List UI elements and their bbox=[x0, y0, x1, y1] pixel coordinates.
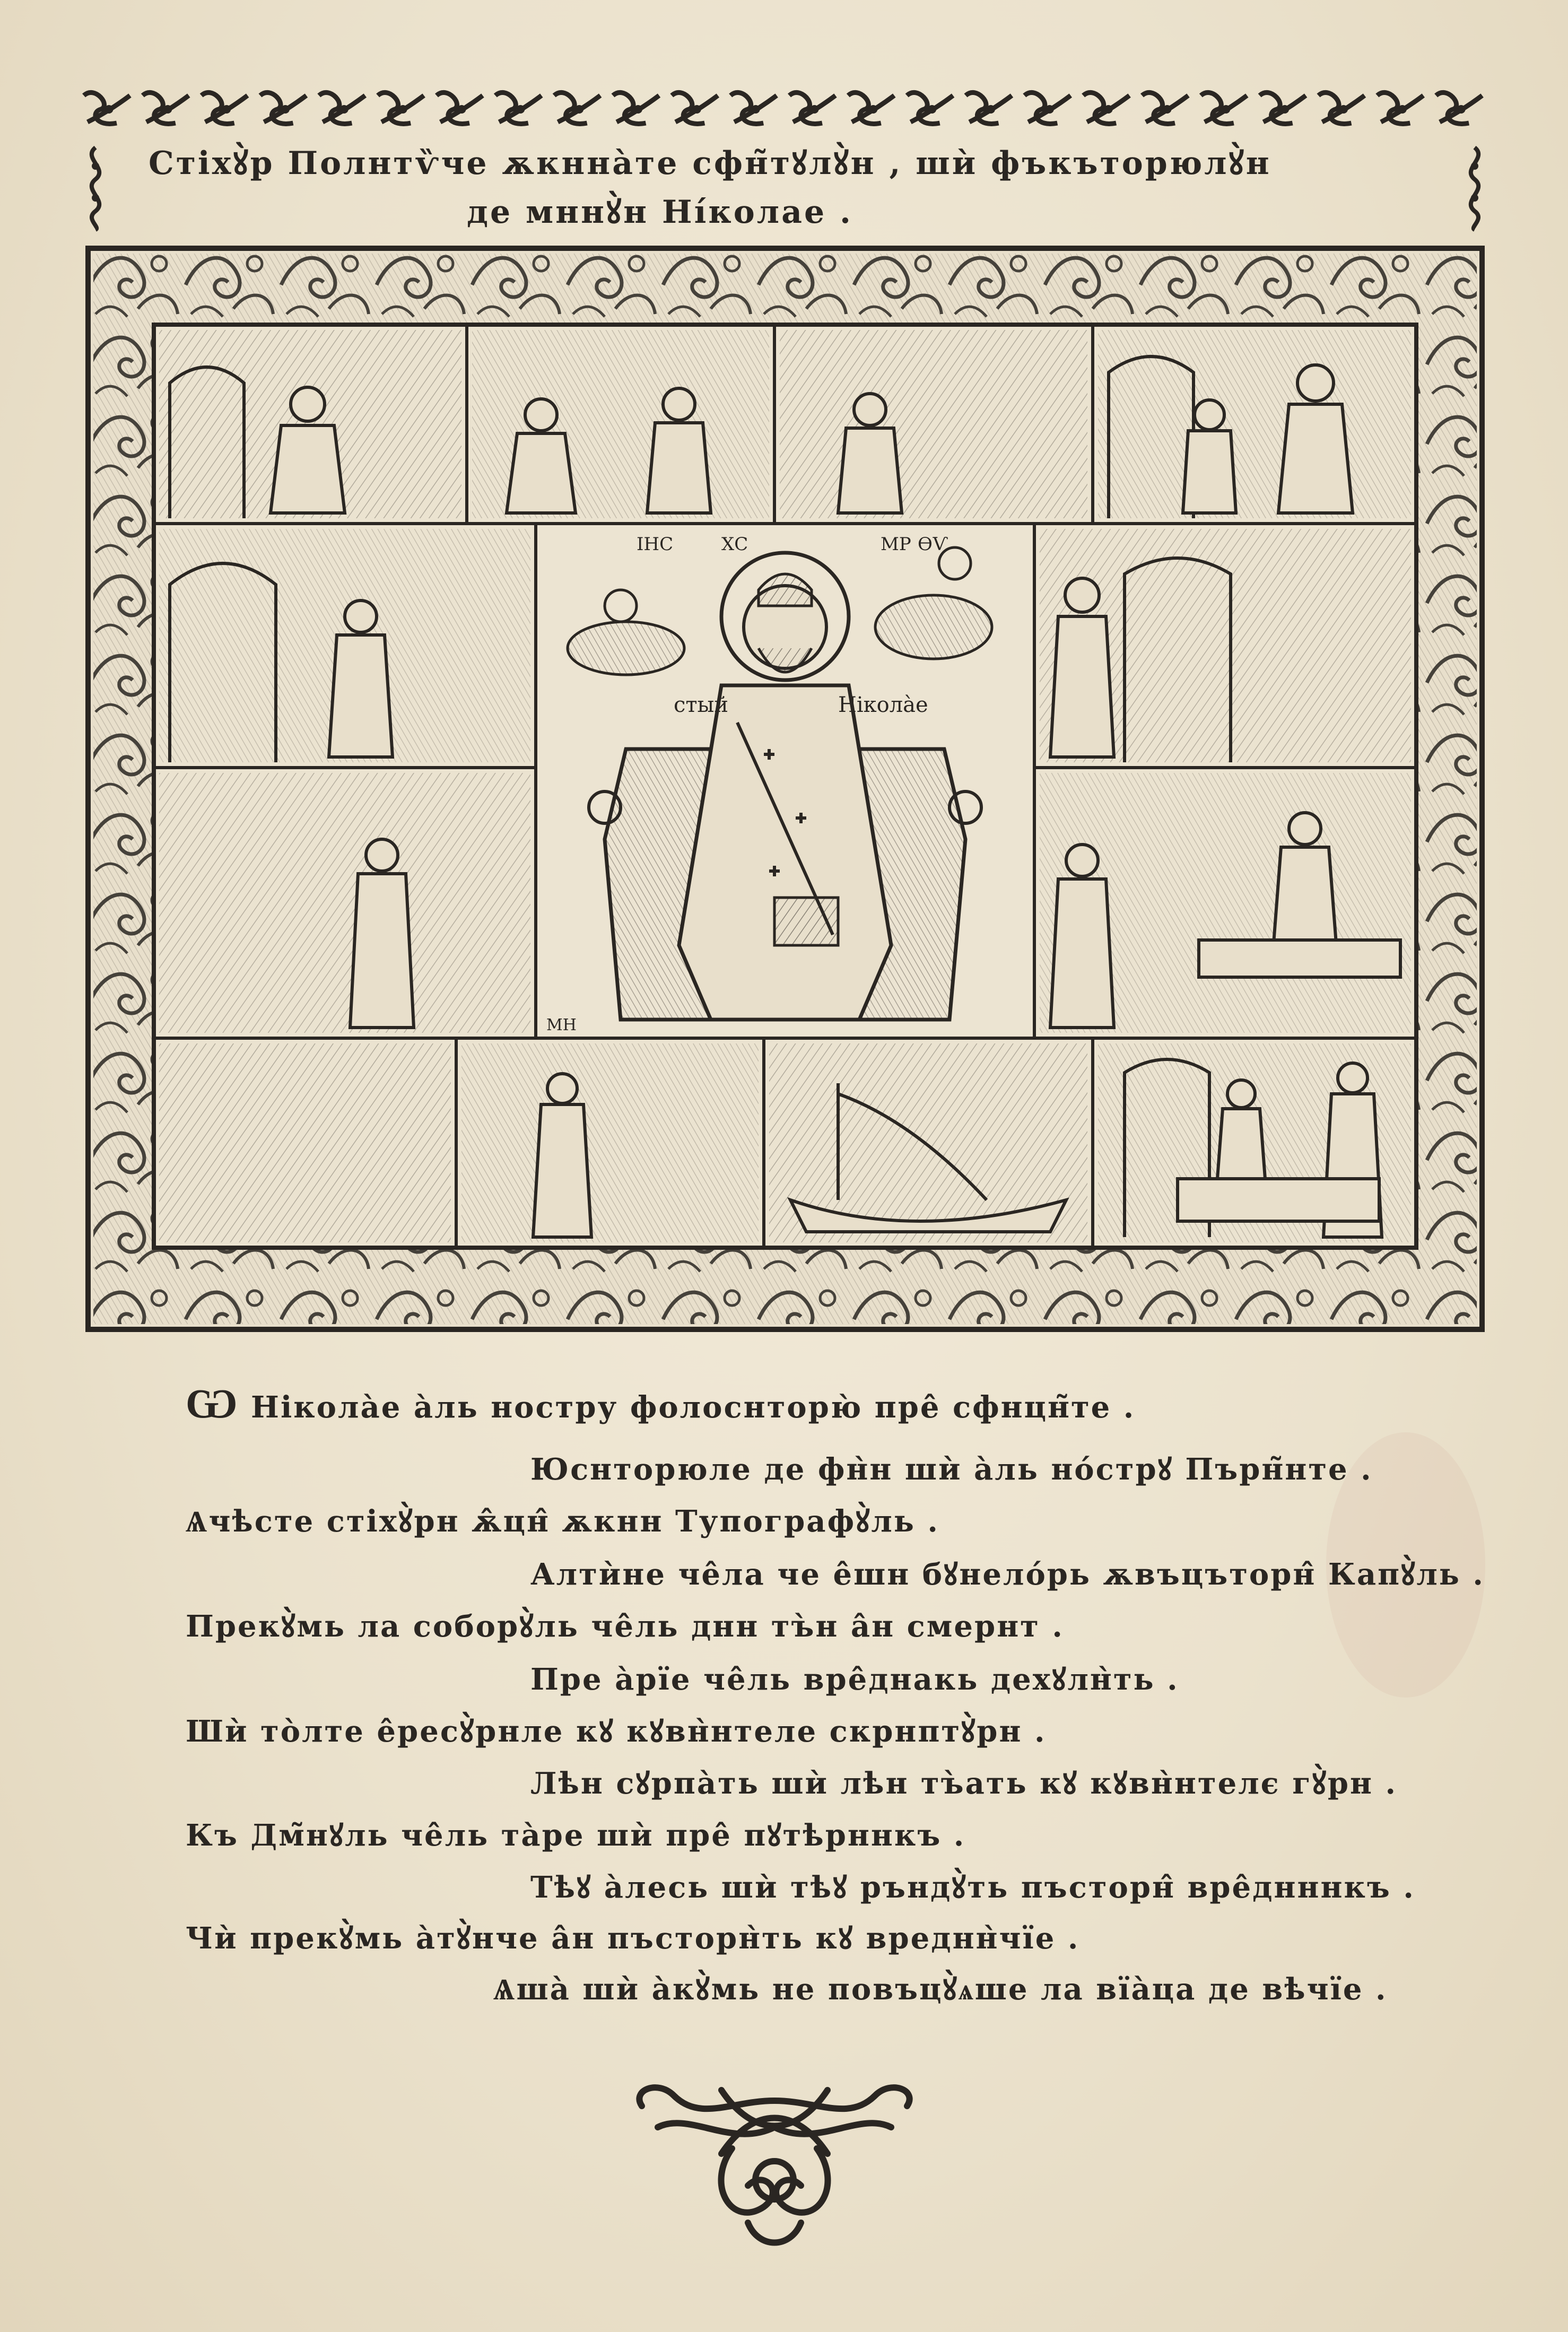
woodcut-illustration bbox=[85, 245, 1485, 1333]
icon-label-nicholas: Нікола̀е bbox=[838, 693, 928, 717]
verse-line: Чѝ прекꙋ̀мь а̀тꙋ̀нче а̂н пъсторн̀ть кꙋ вреднн̀чїе . bbox=[186, 1921, 1080, 1956]
verse-line: Шѝ то̀лте е̂ресꙋ̀рнле кꙋ кꙋвн̀нтеле скрнптꙋ̀рн . bbox=[186, 1714, 1047, 1749]
band-dot bbox=[1457, 105, 1466, 114]
icon-inscription-mr: МР bbox=[881, 534, 911, 555]
band-dot bbox=[928, 105, 936, 114]
tailpiece-knot-ornament bbox=[626, 2069, 923, 2260]
band-dot bbox=[516, 105, 525, 114]
band-dot bbox=[222, 105, 231, 114]
drop-cap: Ѡ bbox=[186, 1379, 239, 1428]
band-dot bbox=[634, 105, 642, 114]
band-dot bbox=[1222, 105, 1230, 114]
icon-label-saint: стый bbox=[674, 693, 729, 717]
icon-inscription-ihs: ІНС bbox=[637, 534, 674, 555]
icon-inscription-xc: ХС bbox=[721, 534, 748, 555]
verse-line: Лѣн сꙋрпа̀ть шѝ лѣн тъ̀ать кꙋ кꙋвн̀нтелє гꙋ̀рн . bbox=[530, 1766, 1397, 1801]
verse-line: Ѧчѣсте стіхꙋ̀рн ѫ̂цн̂ ѫкнн Тупографꙋ̀ль . bbox=[186, 1504, 939, 1539]
verse-line: Пре а̀рїе че̂ль вре̂днакь дехꙋлн̀ть . bbox=[530, 1662, 1179, 1697]
band-dot bbox=[340, 105, 349, 114]
band-dot bbox=[575, 105, 583, 114]
verse-line: Тѣꙋ а̀лесь шѝ тѣꙋ ръндꙋ̀ть пъсторн̂ вре̂днннкъ . bbox=[530, 1870, 1415, 1905]
verse-line: Алтѝне че̂ла че е̂шн бꙋнело́рь ѫвъцъторн̂ Капꙋ̀ль . bbox=[530, 1557, 1485, 1592]
band-dot bbox=[281, 105, 290, 114]
side-ornament-right bbox=[1459, 142, 1491, 232]
band-dot bbox=[1339, 105, 1348, 114]
heading-line-1: Стіхꙋ̀р Полнтѷче ѫкнна̀те сфн̃тꙋлꙋ̀н , шѝ фъкъторюлꙋ̀н bbox=[149, 145, 1271, 182]
band-dot bbox=[1104, 105, 1113, 114]
band-dot bbox=[869, 105, 877, 114]
band-dot bbox=[457, 105, 466, 114]
band-dot bbox=[104, 105, 113, 114]
ornamental-border-top bbox=[80, 85, 1491, 134]
verse-line: Къ Дм̃нꙋль че̂ль та̀ре шѝ пре̂ пꙋтѣрннкъ . bbox=[186, 1818, 966, 1853]
band-dot bbox=[752, 105, 760, 114]
icon-corner-label: МН bbox=[546, 1016, 577, 1034]
band-dot bbox=[987, 105, 995, 114]
band-dot bbox=[163, 105, 172, 114]
icon-inscription-thy: ѲѴ bbox=[918, 534, 948, 555]
verse-text: Нікола̀е а̀ль ностру фолоснторю̀ пре̂ сфнцн̃те . bbox=[251, 1390, 1136, 1425]
band-dot bbox=[810, 105, 818, 114]
verse-line: Ѧша̀ шѝ а̀кꙋ̀мь не повъцꙋ̀ѧше ла вїа̀ца де вѣчїе . bbox=[493, 1972, 1388, 2007]
verse-line: Юснторюле де фн̀н шѝ а̀ль но́стрꙋ Пърн̃нте . bbox=[530, 1452, 1373, 1487]
band-dot bbox=[1398, 105, 1407, 114]
band-dot bbox=[693, 105, 701, 114]
central-icon bbox=[536, 524, 1034, 1038]
band-dot bbox=[399, 105, 407, 114]
verse-line: Прекꙋ̀мь ла соборꙋ̀ль че̂ль днн тъ̀н а̂н смернт . bbox=[186, 1609, 1064, 1644]
band-dot bbox=[1046, 105, 1054, 114]
band-dot bbox=[1163, 105, 1171, 114]
verse-line bbox=[186, 1379, 1135, 1428]
band-dot bbox=[1280, 105, 1289, 114]
page-heading bbox=[149, 139, 1411, 237]
side-ornament-left bbox=[80, 142, 111, 232]
heading-line-2: де мннꙋ̀н Ні́колае . bbox=[467, 194, 853, 231]
